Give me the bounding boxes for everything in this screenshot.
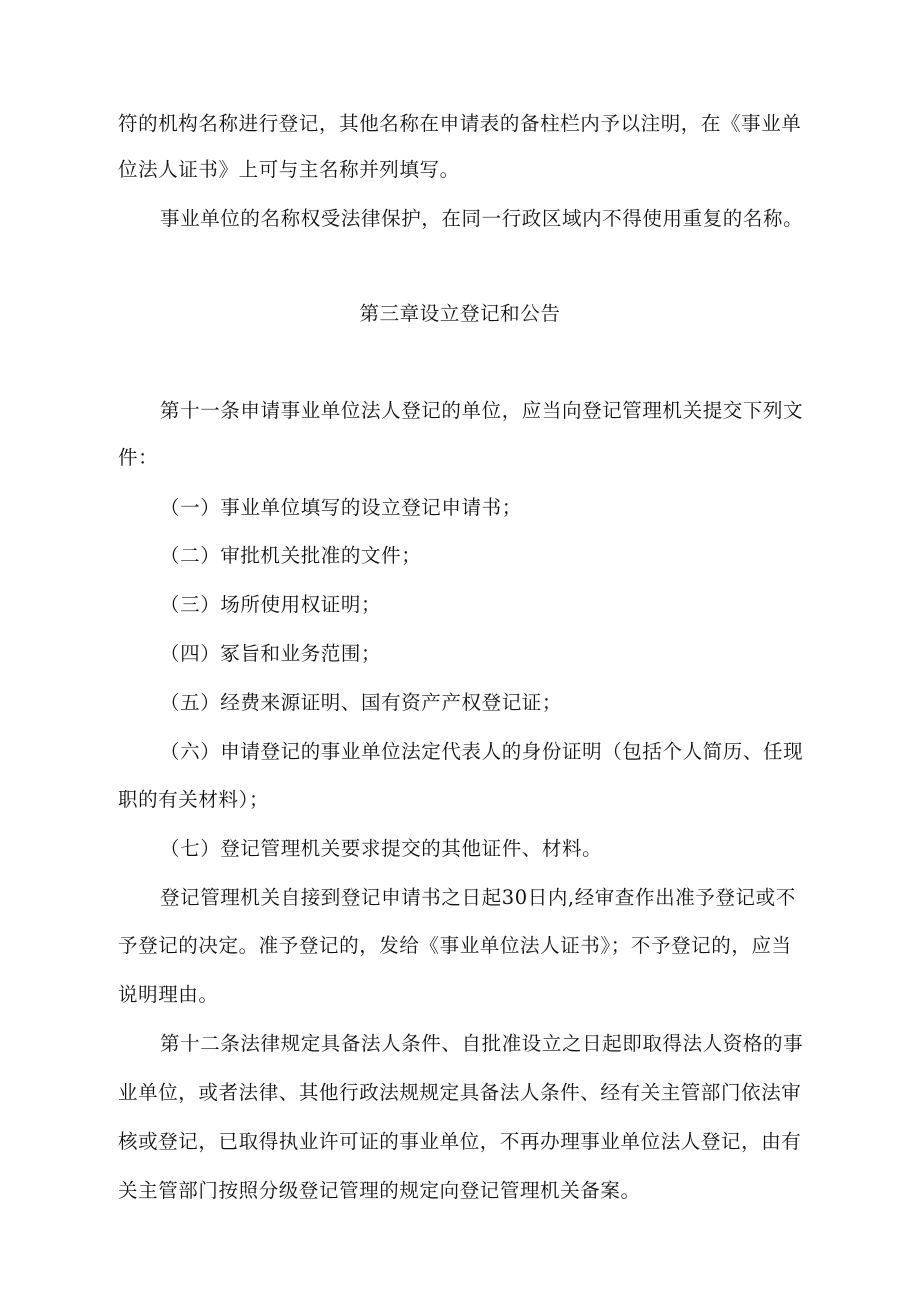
chapter-heading: 第三章设立登记和公告 [359,302,561,325]
article-12-line: 核或登记，已取得执业许可证的事业单位，不再办理事业单位法人登记，由有 [118,1130,802,1153]
paragraph-line: 事业单位的名称权受法律保护，在同一行政区域内不得使用重复的名称。 [160,207,804,230]
article-12-line: 第十二条法律规定具备法人条件、自批准设立之日起即取得法人资格的事 [160,1032,804,1055]
list-item: （二）审批机关批准的文件； [160,544,422,567]
paragraph-line: 位法人证书》上可与主名称并列填写。 [118,158,460,181]
list-item: （一）事业单位填写的设立登记申请书； [160,496,522,519]
list-item: （七）登记管理机关要求提交的其他证件、材料。 [160,837,603,860]
list-item: （六）申请登记的事业单位法定代表人的身份证明（包括个人简历、任现 [160,740,804,763]
list-item-continuation: 职的有关材料）； [118,788,270,811]
decision-line: 予登记的决定。准予登记的，发给《事业单位法人证书》；不予登记的，应当 [118,934,792,957]
list-item: （四）冢旨和业务范围； [160,642,382,665]
article-11-line: 件： [118,446,159,469]
decision-line: 说明理由。 [118,983,219,1006]
article-11-line: 第十一条申请事业单位法人登记的单位，应当向登记管理机关提交下列文 [160,399,804,422]
paragraph-line: 符的机构名称进行登记，其他名称在申请表的备柱栏内予以注明，在《事业单 [118,112,802,135]
decision-line: 登记管理机关自接到登记申请书之日起30日内,经审查作出准予登记或不 [160,886,796,909]
list-item: （五）经费来源证明、国有资产产权登记证； [160,691,563,714]
list-item: （三）场所使用权证明； [160,593,382,616]
article-12-line: 业单位，或者法律、其他行政法规规定具备法人条件、经有关主管部门依法审 [118,1081,802,1104]
article-12-line: 关主管部门按照分级登记管理的规定向登记管理机关备案。 [118,1179,641,1202]
